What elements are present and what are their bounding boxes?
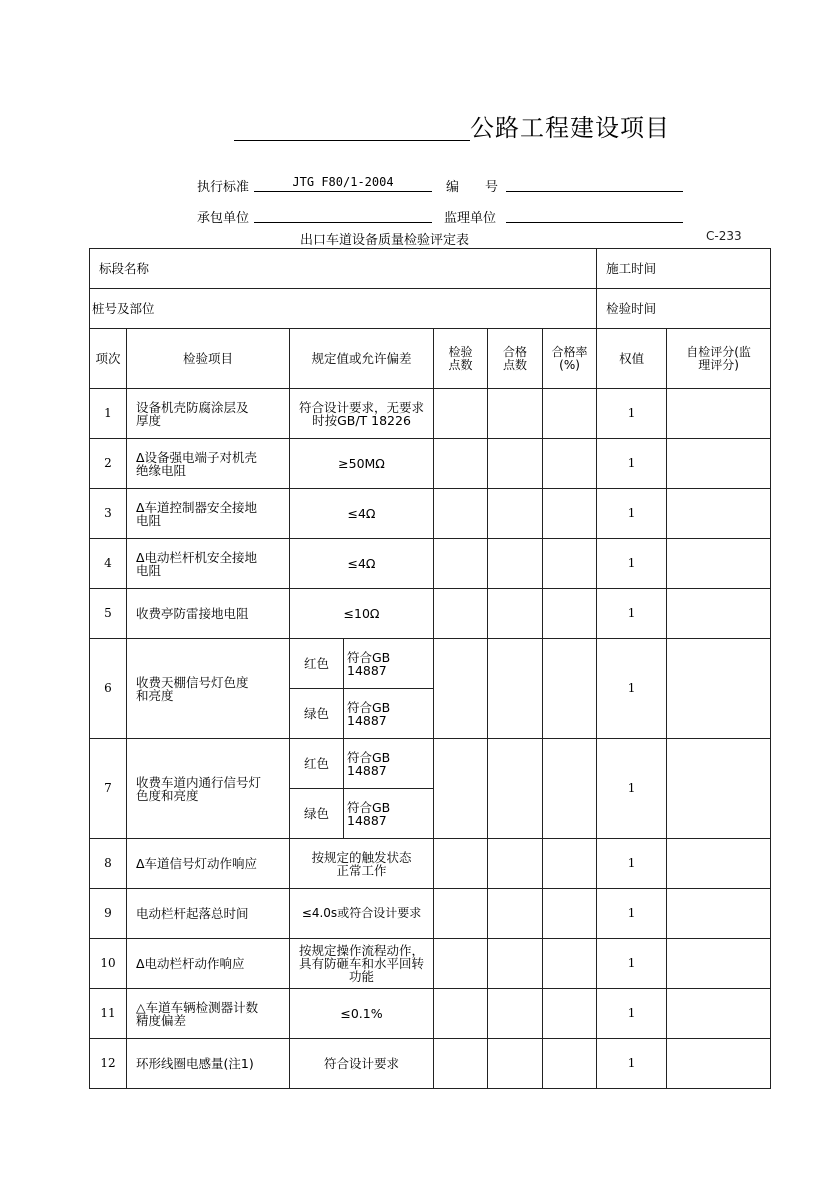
table-row: [90, 739, 771, 789]
col-weight: 权值: [597, 329, 667, 389]
col-spec: 规定值或允许偏差: [290, 329, 434, 389]
table-row: [90, 589, 771, 639]
check-points-cell[interactable]: [434, 889, 488, 939]
col-check-points: 检验点数: [434, 329, 488, 389]
score-cell[interactable]: [667, 439, 771, 489]
row-seq: 5: [90, 589, 127, 639]
pass-points-cell[interactable]: [488, 639, 543, 739]
score-cell[interactable]: [667, 939, 771, 989]
score-cell[interactable]: [667, 489, 771, 539]
row-seq: 9: [90, 889, 127, 939]
pass-points-cell[interactable]: [488, 489, 543, 539]
table-row: [90, 539, 771, 589]
supervisor-field[interactable]: [506, 205, 683, 223]
sub-spec: 符合GB 14887: [344, 739, 434, 789]
form-subtitle: 出口车道设备质量检验评定表: [300, 233, 470, 248]
row-spec: 按规定操作流程动作，具有防砸车和水平回转功能: [290, 939, 434, 989]
col-pass-points: 合格点数: [488, 329, 543, 389]
row-seq: 10: [90, 939, 127, 989]
contractor-label: 承包单位: [197, 211, 250, 226]
project-name-blank-line: [234, 140, 470, 141]
row-weight: 1: [597, 439, 667, 489]
row-seq: 8: [90, 839, 127, 889]
pass-rate-cell[interactable]: [543, 639, 597, 739]
row-weight: 1: [597, 939, 667, 989]
check-points-cell[interactable]: [434, 439, 488, 489]
check-points-cell[interactable]: [434, 1039, 488, 1089]
row-seq: 7: [90, 739, 127, 839]
row-seq: 12: [90, 1039, 127, 1089]
check-points-cell[interactable]: [434, 939, 488, 989]
pass-points-cell[interactable]: [488, 439, 543, 489]
row-weight: 1: [597, 639, 667, 739]
row-spec: 符合设计要求，无要求时按GB/T 18226: [290, 389, 434, 439]
pass-rate-cell[interactable]: [543, 839, 597, 889]
table-row: [90, 439, 771, 489]
row-item: 设备机壳防腐涂层及厚度: [127, 389, 290, 439]
check-points-cell[interactable]: [434, 589, 488, 639]
pass-points-cell[interactable]: [488, 389, 543, 439]
row-seq: 1: [90, 389, 127, 439]
score-cell[interactable]: [667, 989, 771, 1039]
col-pass-rate: 合格率(%): [543, 329, 597, 389]
table-row: [90, 839, 771, 889]
pass-rate-cell[interactable]: [543, 389, 597, 439]
row-weight: 1: [597, 489, 667, 539]
col-score: 自检评分(监理评分): [667, 329, 771, 389]
section-name-label: 标段名称: [90, 249, 597, 289]
row-item: 收费车道内通行信号灯色度和亮度: [127, 739, 290, 839]
row-item: 收费天棚信号灯色度和亮度: [127, 639, 290, 739]
row-spec: ≤4Ω: [290, 489, 434, 539]
row-spec: ≤0.1%: [290, 989, 434, 1039]
row-item: Δ设备强电端子对机壳绝缘电阻: [127, 439, 290, 489]
score-cell[interactable]: [667, 389, 771, 439]
row-weight: 1: [597, 989, 667, 1039]
sub-spec: 符合GB 14887: [344, 789, 434, 839]
row-spec: ≤4.0s或符合设计要求: [290, 889, 434, 939]
pass-points-cell[interactable]: [488, 739, 543, 839]
table-row: [90, 889, 771, 939]
row-weight: 1: [597, 539, 667, 589]
station-label: 桩号及部位: [90, 289, 597, 329]
row-item: Δ电动栏杆机安全接地电阻: [127, 539, 290, 589]
score-cell[interactable]: [667, 839, 771, 889]
row-item: △车道车辆检测器计数精度偏差: [127, 989, 290, 1039]
sub-color: 绿色: [290, 789, 344, 839]
table-row: [90, 639, 771, 689]
pass-rate-cell[interactable]: [543, 739, 597, 839]
supervisor-label: 监理单位: [444, 211, 497, 226]
check-points-cell[interactable]: [434, 639, 488, 739]
pass-rate-cell[interactable]: [543, 989, 597, 1039]
form-code: C-233: [706, 229, 742, 243]
row-weight: 1: [597, 1039, 667, 1089]
check-points-cell[interactable]: [434, 839, 488, 889]
row-spec: ≤10Ω: [290, 589, 434, 639]
row-weight: 1: [597, 389, 667, 439]
row-seq: 11: [90, 989, 127, 1039]
number-label: 编 号: [446, 180, 499, 195]
score-cell[interactable]: [667, 589, 771, 639]
table-row: [90, 939, 771, 989]
score-cell[interactable]: [667, 1039, 771, 1089]
sub-spec: 符合GB 14887: [344, 639, 434, 689]
standard-field[interactable]: JTG F80/1-2004: [254, 174, 432, 192]
row-spec: ≥50MΩ: [290, 439, 434, 489]
pass-points-cell[interactable]: [488, 839, 543, 889]
row-seq: 4: [90, 539, 127, 589]
row-weight: 1: [597, 589, 667, 639]
sub-spec: 符合GB 14887: [344, 689, 434, 739]
construction-time-label: 施工时间: [597, 249, 771, 289]
row-spec: 按规定的触发状态正常工作: [290, 839, 434, 889]
pass-points-cell[interactable]: [488, 1039, 543, 1089]
pass-points-cell[interactable]: [488, 989, 543, 1039]
sub-color: 红色: [290, 739, 344, 789]
row-weight: 1: [597, 889, 667, 939]
contractor-field[interactable]: [254, 205, 432, 223]
score-cell[interactable]: [667, 539, 771, 589]
number-field[interactable]: [506, 174, 683, 192]
standard-label: 执行标准: [197, 180, 250, 195]
row-item: 电动栏杆起落总时间: [127, 889, 290, 939]
score-cell[interactable]: [667, 889, 771, 939]
row-item: Δ车道信号灯动作响应: [127, 839, 290, 889]
pass-rate-cell[interactable]: [543, 489, 597, 539]
pass-rate-cell[interactable]: [543, 939, 597, 989]
table-row: [90, 389, 771, 439]
page-title: 公路工程建设项目: [470, 114, 670, 142]
row-spec: ≤4Ω: [290, 539, 434, 589]
table-row: [90, 1039, 771, 1089]
row-item: 收费亭防雷接地电阻: [127, 589, 290, 639]
table-row: [90, 489, 771, 539]
pass-rate-cell[interactable]: [543, 539, 597, 589]
pass-rate-cell[interactable]: [543, 889, 597, 939]
check-points-cell[interactable]: [434, 739, 488, 839]
pass-points-cell[interactable]: [488, 589, 543, 639]
row-seq: 6: [90, 639, 127, 739]
pass-rate-cell[interactable]: [543, 589, 597, 639]
score-cell[interactable]: [667, 639, 771, 739]
check-points-cell[interactable]: [434, 489, 488, 539]
table-row: [90, 989, 771, 1039]
pass-rate-cell[interactable]: [543, 439, 597, 489]
row-weight: 1: [597, 739, 667, 839]
sub-color: 绿色: [290, 689, 344, 739]
row-item: Δ电动栏杆动作响应: [127, 939, 290, 989]
sub-color: 红色: [290, 639, 344, 689]
check-points-cell[interactable]: [434, 989, 488, 1039]
row-seq: 2: [90, 439, 127, 489]
row-weight: 1: [597, 839, 667, 889]
row-item: Δ车道控制器安全接地电阻: [127, 489, 290, 539]
col-seq: 项次: [90, 329, 127, 389]
pass-points-cell[interactable]: [488, 539, 543, 589]
pass-points-cell[interactable]: [488, 889, 543, 939]
check-points-cell[interactable]: [434, 389, 488, 439]
row-spec: 符合设计要求: [290, 1039, 434, 1089]
score-cell[interactable]: [667, 739, 771, 839]
check-points-cell[interactable]: [434, 539, 488, 589]
col-item: 检验项目: [127, 329, 290, 389]
row-seq: 3: [90, 489, 127, 539]
pass-points-cell[interactable]: [488, 939, 543, 989]
inspection-table: [89, 248, 771, 1089]
inspection-time-label: 检验时间: [597, 289, 771, 329]
row-item: 环形线圈电感量(注1): [127, 1039, 290, 1089]
pass-rate-cell[interactable]: [543, 1039, 597, 1089]
